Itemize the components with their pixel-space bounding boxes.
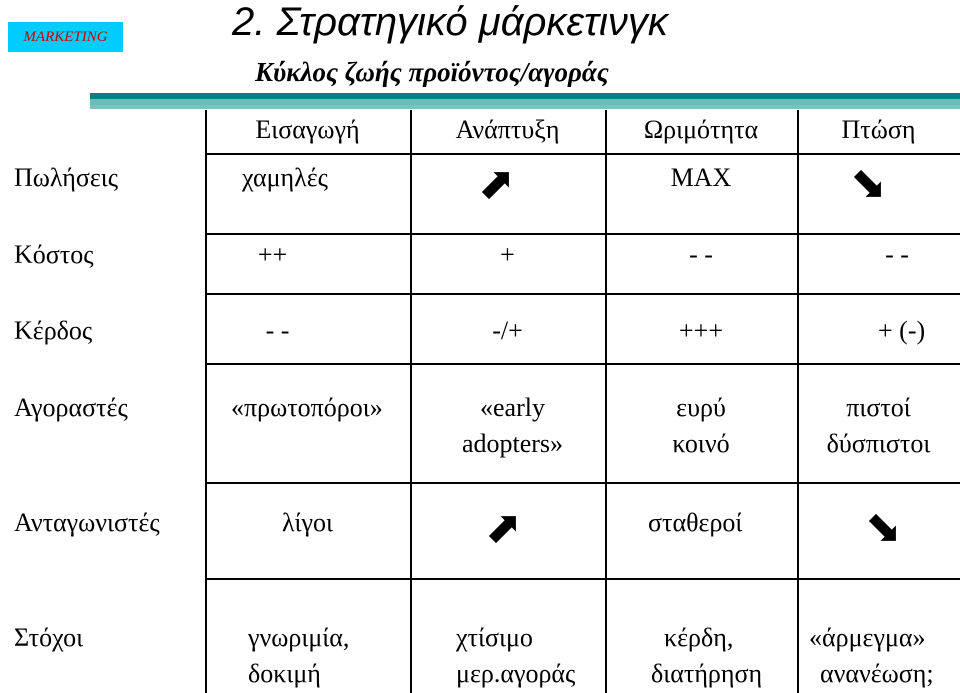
goals-maturity-line1: κέρδη, [664,623,734,652]
row-label-buyers: Αγοραστές [14,393,128,422]
sales-maturity: MAX [670,163,732,192]
goals-intro-line1: γνωριμία, [248,623,350,652]
buyers-decline-line2: δύσπιστοι [826,429,931,458]
buyers-intro: «πρωτοπόροι» [231,393,383,422]
goals-growth-line2: μερ.αγοράς [456,659,576,688]
cost-decline: - - [885,240,909,269]
sales-intro: χαμηλές [242,163,328,192]
marketing-badge: MARKETING [8,22,123,52]
goals-growth-line1: χτίσιμο [456,623,533,652]
buyers-maturity-line1: ευρύ [676,393,726,422]
profit-intro: - - [265,316,290,345]
competitors-maturity: σταθεροί [648,508,743,537]
page-title: 2. Στρατηγικό μάρκετινγκ [232,0,668,44]
row-label-profit: Κέρδος [14,316,93,345]
row-label-goals: Στόχοι [14,623,84,652]
profit-growth: -/+ [492,316,523,345]
column-header-maturity: Ωριμότητα [643,115,759,144]
row-label-sales: Πωλήσεις [14,163,119,192]
row-divider [205,363,960,365]
column-header-intro: Εισαγωγή [255,115,360,144]
buyers-growth-line2: adopters» [461,429,564,458]
cost-intro: ++ [257,240,288,269]
arrow-up-right-icon: ⬈ [485,502,522,553]
goals-decline-line1: «άρμεγμα» [809,623,926,652]
column-divider [205,110,207,693]
profit-maturity: +++ [679,316,723,345]
row-label-competitors: Ανταγωνιστές [14,508,160,537]
row-divider [205,482,960,484]
cost-maturity: - - [689,240,713,269]
arrow-up-right-icon: ⬈ [478,158,515,209]
row-divider [205,578,960,580]
goals-maturity-line2: διατήρηση [651,659,763,688]
buyers-maturity-line2: κοινό [672,429,730,458]
arrow-down-right-icon: ⬊ [865,502,902,553]
row-divider [205,233,960,235]
page-subtitle: Κύκλος ζωής προϊόντος/αγοράς [255,57,609,87]
competitors-intro: λίγοι [281,508,334,537]
buyers-growth-line1: «early [480,393,545,422]
goals-intro-line2: δοκιμή [248,659,321,688]
buyers-decline-line1: πιστοί [846,393,911,422]
row-divider [205,293,960,295]
column-header-growth: Ανάπτυξη [455,115,560,144]
header-band-light [90,105,960,109]
column-header-decline: Πτώση [841,115,916,144]
row-divider [205,153,960,155]
profit-decline: + (-) [878,316,926,345]
arrow-down-right-icon: ⬊ [850,158,887,209]
cost-growth: + [500,240,515,269]
goals-decline-line2: ανανέωση; [820,659,934,688]
row-label-cost: Κόστος [14,240,94,269]
